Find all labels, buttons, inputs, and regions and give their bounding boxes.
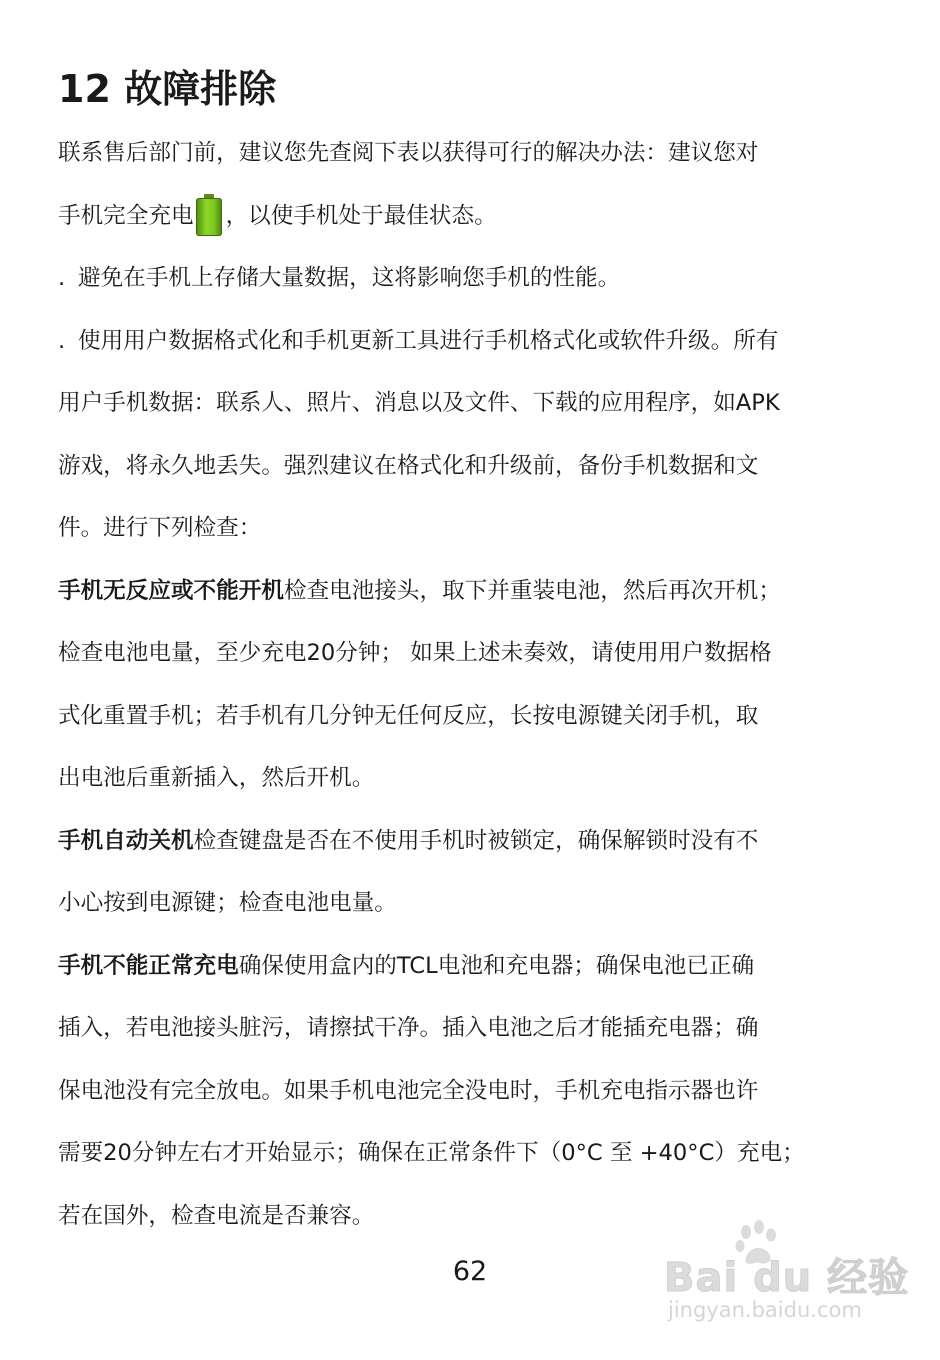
bullet-item-2-line-1 [58, 310, 883, 373]
issue-1-line-4: 出电池后重新插入，然后开机。 [58, 765, 375, 791]
issue-1-line-1 [58, 560, 883, 623]
intro-text-a: 手机完全充电 [58, 202, 194, 229]
issue-heading: 手机无反应或不能开机 [58, 577, 284, 604]
intro-line-1: 联系售后部门前，建议您先查阅下表以获得可行的解决办法：建议您对 [58, 140, 759, 166]
watermark-url: jingyan.baidu.com [668, 1298, 862, 1322]
bullet-item-2-line-4: 件。进行下列检查： [58, 515, 262, 541]
issue-3-line-3: 保电池没有完全放电。如果手机电池完全没电时，手机充电指示器也许 [58, 1077, 759, 1104]
battery-full-icon [196, 194, 222, 236]
issue-heading: 手机自动关机 [58, 827, 194, 854]
issue-3-line-4: 需要20分钟左右才开始显示；确保在正常条件下（0°C 至 +40°C）充电； [58, 1140, 805, 1166]
watermark-brand: Bai du 经验 [664, 1255, 910, 1301]
bullet-text: 使用用户数据格式化和手机更新工具进行手机格式化或软件升级。所有 [78, 327, 779, 354]
issue-2-line-1 [58, 810, 883, 873]
bullet-item-2-line-2: 用户手机数据：联系人、照片、消息以及文件、下载的应用程序，如APK [58, 390, 780, 416]
issue-heading: 手机不能正常充电 [58, 952, 239, 979]
bullet-marker: . [58, 265, 66, 291]
intro-line-2 [58, 185, 883, 248]
issue-2-line-2: 小心按到电源键；检查电池电量。 [58, 890, 397, 916]
issue-3-line-5: 若在国外，检查电流是否兼容。 [58, 1202, 375, 1229]
issue-text: 确保使用盒内的TCL电池和充电器；确保电池已正确 [238, 952, 755, 979]
intro-text-b: ，以使手机处于最佳状态。 [225, 202, 497, 229]
issue-1-line-2: 检查电池电量，至少充电20分钟； 如果上述未奏效，请使用用户数据格 [58, 640, 772, 666]
issue-3-line-1 [58, 935, 883, 998]
issue-1-line-3: 式化重置手机；若手机有几分钟无任何反应，长按电源键关闭手机，取 [58, 702, 759, 729]
bullet-item-2-line-3: 游戏，将永久地丢失。强烈建议在格式化和升级前，备份手机数据和文 [58, 452, 759, 479]
issue-text: 检查电池接头，取下并重装电池，然后再次开机； [283, 577, 781, 604]
bullet-text: 避免在手机上存储大量数据，这将影响您手机的性能。 [78, 265, 621, 291]
issue-text: 检查键盘是否在不使用手机时被锁定，确保解锁时没有不 [193, 827, 759, 854]
bullet-item-1 [58, 247, 883, 310]
baidu-watermark [664, 1218, 910, 1328]
bullet-marker: . [58, 327, 66, 354]
page-title: 12 故障排除 [58, 67, 277, 111]
issue-3-line-2: 插入，若电池接头脏污，请擦拭干净。插入电池之后才能插充电器；确 [58, 1015, 759, 1041]
page-number: 62 [452, 1256, 488, 1287]
document-body [58, 122, 883, 1247]
